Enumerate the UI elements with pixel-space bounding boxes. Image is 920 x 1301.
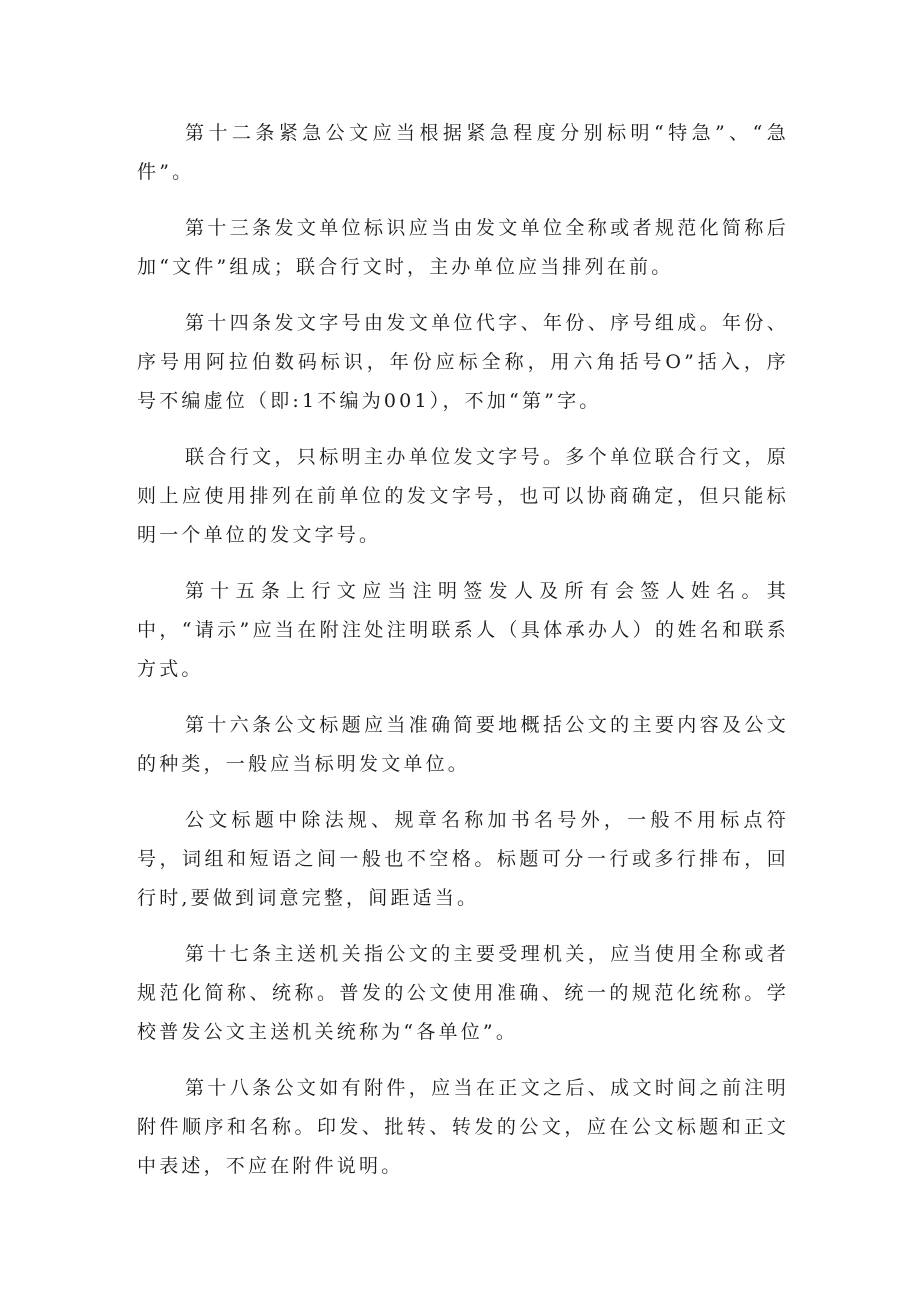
- paragraph-article-16: 第十六条公文标题应当准确简要地概括公文的主要内容及公文的种类，一般应当标明发文单位。: [137, 714, 789, 775]
- paragraph-article-15: 第十五条上行文应当注明签发人及所有会签人姓名。其中，“请示”应当在附注处注明联系人（具体承办人）的姓名和联系方式。: [137, 580, 789, 680]
- paragraph-article-13: 第十三条发文单位标识应当由发文单位全称或者规范化简称后加“文件”组成；联合行文时，主办单位应当排列在前。: [137, 217, 789, 278]
- paragraph-article-17: 第十七条主送机关指公文的主要受理机关，应当使用全称或者规范化简称、统称。普发的公文使用准确、统一的规范化统称。学校普发公文主送机关统称为“各单位”。: [137, 943, 789, 1043]
- document-body: [137, 114, 789, 1203]
- paragraph-joint-document-number: 联合行文，只标明主办单位发文字号。多个单位联合行文，原则上应使用排列在前单位的发文字号，也可以协商确定，但只能标明一个单位的发文字号。: [137, 446, 789, 546]
- paragraph-title-punctuation: 公文标题中除法规、规章名称加书名号外，一般不用标点符号，词组和短语之间一般也不空格。标题可分一行或多行排布，回行时,要做到词意完整，间距适当。: [137, 809, 789, 909]
- paragraph-article-18: 第十八条公文如有附件，应当在正文之后、成文时间之前注明附件顺序和名称。印发、批转、转发的公文，应在公文标题和正文中表述，不应在附件说明。: [137, 1077, 789, 1177]
- paragraph-article-14: 第十四条发文字号由发文单位代字、年份、序号组成。年份、序号用阿拉伯数码标识，年份应标全称，用六角括号O”括入，序号不编虚位（即:1不编为001），不加“第”字。: [137, 312, 789, 412]
- paragraph-article-12: 第十二条紧急公文应当根据紧急程度分别标明“特急”、“急件”。: [137, 122, 789, 183]
